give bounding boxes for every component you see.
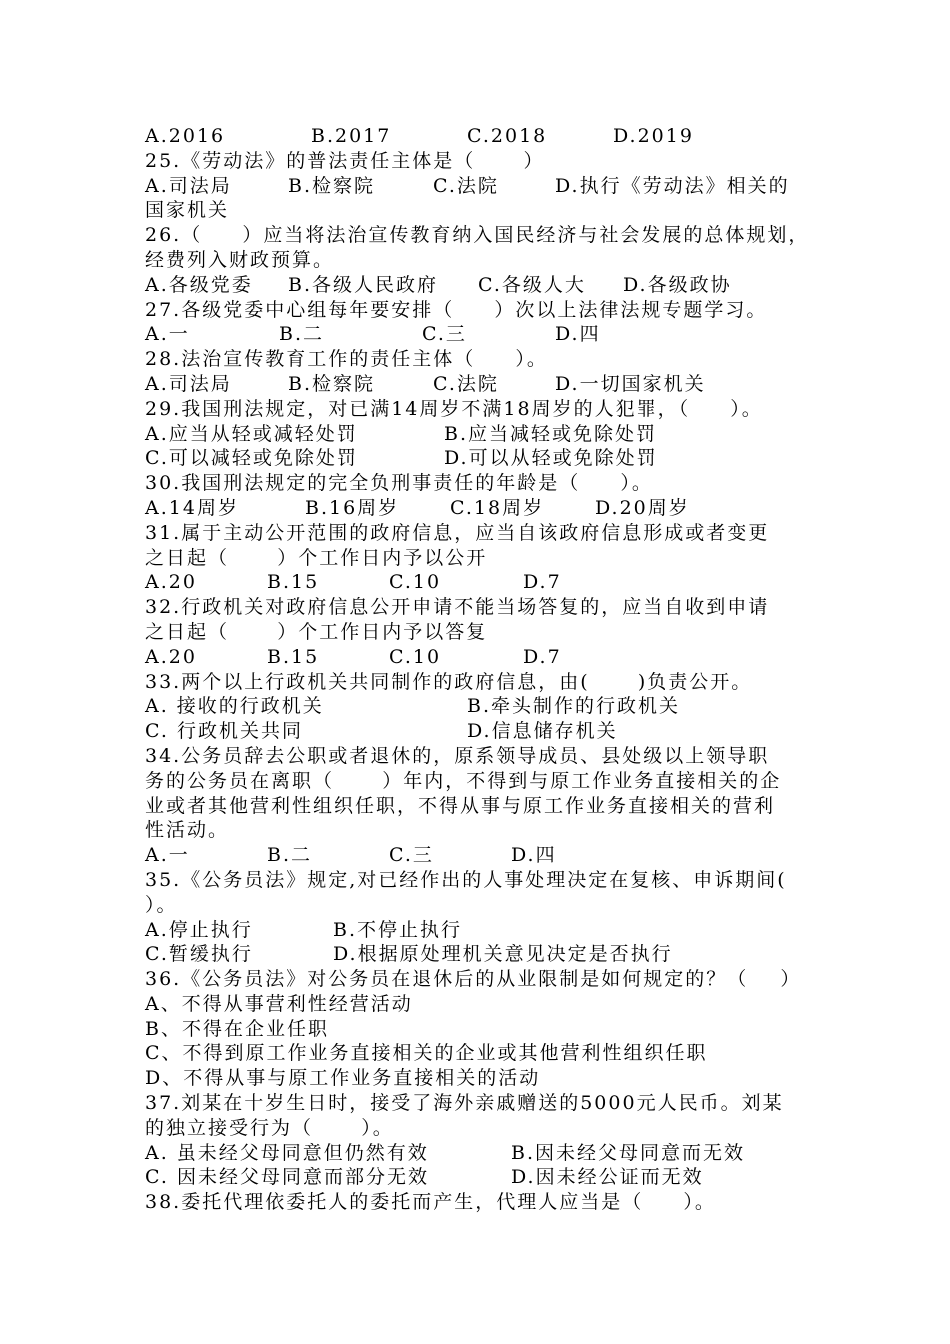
answer-options-row [145, 372, 825, 397]
answer-option: C.三 [422, 323, 467, 346]
text-line: 性活动。 [145, 819, 230, 842]
answer-option: B.2017 [311, 125, 392, 147]
text-line: 经费列入财政预算。 [145, 248, 335, 271]
answer-options-row [145, 942, 825, 967]
answer-option: A.司法局 [145, 174, 232, 197]
answer-options-row [145, 694, 825, 719]
question-text: 38.委托代理依委托人的委托而产生，代理人应当是（ ）。 [145, 1191, 716, 1214]
answer-options-row [145, 174, 825, 199]
answer-option: A.20 [145, 571, 197, 594]
answer-option: A. 虽未经父母同意但仍然有效 [145, 1141, 429, 1164]
answer-options-row [145, 496, 825, 521]
answer-options-row [145, 124, 825, 149]
answer-options-row [145, 446, 825, 471]
text-line: 之日起（ ）个工作日内予以公开 [145, 546, 488, 569]
answer-option: B.不停止执行 [333, 918, 463, 941]
answer-option: D.可以从轻或免除处罚 [444, 447, 658, 470]
answer-options-row [145, 422, 825, 447]
question-text: 27.各级党委中心组每年要安排（ ）次以上法律法规专题学习。 [145, 298, 768, 321]
answer-option: A.14周岁 [145, 496, 239, 519]
question-text: 31.属于主动公开范围的政府信息，应当自该政府信息形成或者变更 [145, 521, 770, 544]
answer-option: A.20 [145, 645, 197, 668]
question-text: 35.《公务员法》规定,对已经作出的人事处理决定在复核、申诉期间( [145, 868, 787, 891]
answer-options-row [145, 918, 825, 943]
answer-options-row [145, 1141, 825, 1166]
question-list [145, 124, 825, 1215]
answer-option: A.一 [145, 323, 190, 346]
answer-option: C.法院 [433, 174, 499, 197]
answer-option: D.20周岁 [595, 496, 690, 519]
question-text: 34.公务员辞去公职或者退休的，原系领导成员、县处级以上领导职 [145, 744, 770, 767]
text-line: ）。 [145, 893, 178, 916]
answer-option: A.停止执行 [145, 918, 253, 941]
text-line: D、不得从事与原工作业务直接相关的活动 [145, 1067, 541, 1090]
answer-option: D.7 [523, 645, 562, 668]
answer-options-row [145, 843, 825, 868]
answer-options-row [145, 645, 825, 670]
answer-option: C.三 [389, 844, 434, 867]
answer-option: C. 行政机关共同 [145, 720, 303, 743]
answer-option: A. 接收的行政机关 [145, 695, 324, 718]
answer-option: B.因未经父母同意而无效 [511, 1141, 746, 1164]
question-text: 33.两个以上行政机关共同制作的政府信息，由( )负责公开。 [145, 670, 753, 693]
answer-option: C.法院 [433, 372, 499, 395]
answer-option: A.司法局 [145, 372, 232, 395]
answer-option: D.信息储存机关 [467, 720, 618, 743]
answer-option: C.18周岁 [450, 496, 545, 519]
answer-option: B.牵头制作的行政机关 [467, 695, 681, 718]
answer-option: A.各级党委 [145, 273, 253, 296]
answer-option: D.一切国家机关 [555, 372, 706, 395]
text-line: 业或者其他营利性组织任职，不得从事与原工作业务直接相关的营利 [145, 794, 776, 817]
answer-option: B.检察院 [288, 372, 376, 395]
answer-option: C.暂缓执行 [145, 943, 253, 966]
answer-option: A.2016 [145, 125, 226, 147]
text-line: B、不得在企业任职 [145, 1017, 329, 1040]
answer-option: D.执行《劳动法》相关的 [555, 174, 790, 197]
question-text: 32.行政机关对政府信息公开申请不能当场答复的，应当自收到申请 [145, 596, 770, 619]
answer-options-row [145, 570, 825, 595]
text-line: 务的公务员在离职（ ）年内，不得到与原工作业务直接相关的企 [145, 769, 782, 792]
text-line: 之日起（ ）个工作日内予以答复 [145, 620, 488, 643]
question-text: 26.（ ）应当将法治宣传教育纳入国民经济与社会发展的总体规划， [145, 224, 810, 247]
question-text: 28.法治宣传教育工作的责任主体（ ）。 [145, 348, 548, 371]
answer-option: B.15 [267, 571, 320, 594]
answer-option: B.各级人民政府 [288, 273, 439, 296]
text-line: A、不得从事营利性经营活动 [145, 992, 413, 1015]
answer-options-row [145, 322, 825, 347]
answer-option: D.7 [523, 571, 562, 594]
answer-option: B.16周岁 [305, 496, 400, 519]
answer-option: C.10 [389, 645, 442, 668]
answer-option: B.二 [267, 844, 313, 867]
answer-option: D.四 [511, 844, 557, 867]
answer-option: D.四 [555, 323, 601, 346]
answer-option: D.各级政协 [623, 273, 732, 296]
question-text: 37.刘某在十岁生日时，接受了海外亲戚赠送的5000元人民币。刘某 [145, 1092, 784, 1115]
answer-option: C.2018 [467, 125, 548, 147]
question-text: 25.《劳动法》的普法责任主体是（ ） [145, 149, 545, 172]
answer-option: A.一 [145, 844, 190, 867]
text-line: C、不得到原工作业务直接相关的企业或其他营利性组织任职 [145, 1042, 708, 1065]
answer-option: A.应当从轻或减轻处罚 [145, 422, 358, 445]
answer-option: B.二 [279, 323, 325, 346]
answer-option: D.因未经公证而无效 [511, 1166, 704, 1189]
question-text: 29.我国刑法规定，对已满14周岁不满18周岁的人犯罪，（ ）。 [145, 397, 763, 420]
answer-option: C.各级人大 [478, 273, 586, 296]
answer-option: B.检察院 [288, 174, 376, 197]
answer-option: B.15 [267, 645, 320, 668]
answer-option: D.根据原处理机关意见决定是否执行 [333, 943, 673, 966]
answer-options-row [145, 1165, 825, 1190]
answer-option: C.可以减轻或免除处罚 [145, 447, 358, 470]
text-line: 的独立接受行为（ ）。 [145, 1116, 394, 1139]
answer-option: C.10 [389, 571, 442, 594]
question-text: 30.我国刑法规定的完全负刑事责任的年龄是（ ）。 [145, 472, 653, 495]
answer-options-row [145, 719, 825, 744]
question-text: 36.《公务员法》对公务员在退休后的从业限制是如何规定的？（ ） [145, 968, 802, 991]
text-line: 国家机关 [145, 199, 230, 222]
answer-option: B.应当减轻或免除处罚 [444, 422, 658, 445]
answer-option: D.2019 [613, 125, 694, 147]
answer-options-row [145, 273, 825, 298]
answer-option: C. 因未经父母同意而部分无效 [145, 1166, 429, 1189]
